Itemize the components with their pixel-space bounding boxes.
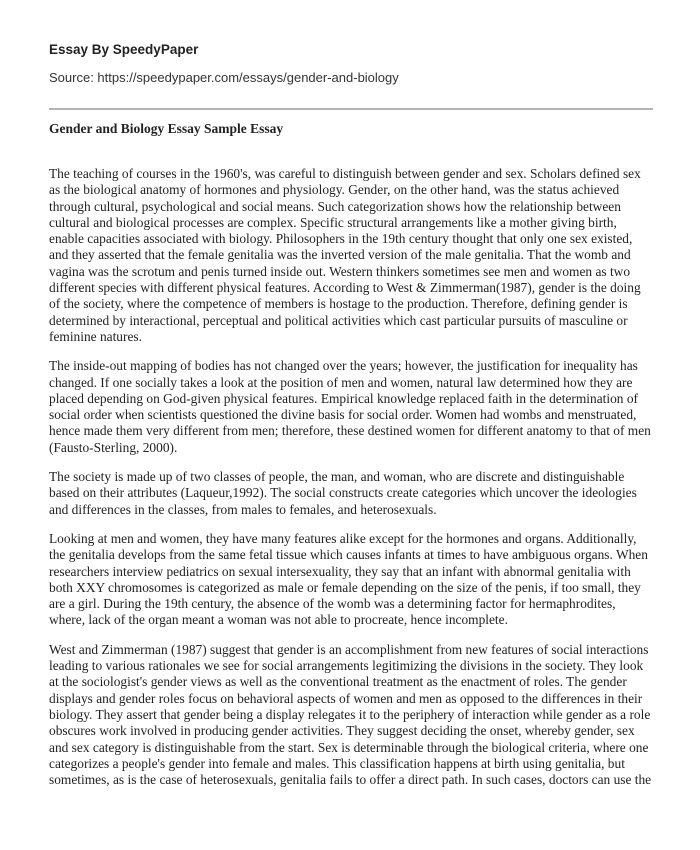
essay-title: Gender and Biology Essay Sample Essay bbox=[49, 121, 284, 136]
paragraph: The teaching of courses in the 1960's, was careful to distinguish between gender and sex. Scholars defined sex as the biological anatomy of hormones and physiology. Gender, on the other hand, was the status achieved through cultural, psychological and social means. Such categorization shows how the relationship between cultural and biological processes are complex. Specific structural arrangements like a mother giving birth, enable capacities associated with biology. Philosophers in the 19th century thought that only one sex existed, and they asserted that the female genitalia was the inverted version of the male genitalia. That the womb and vagina was the scrotum and penis turned inside out. Western thinkers sometimes see men and women as two different species with different physical features. According to West & Zimmerman(1987), gender is the doing of the society, where the competence of members is hostage to the production. Therefore, defining gender is determined by interactional, perceptual and political activities which cast particular pursuits of masculine or feminine natures. bbox=[49, 166, 641, 344]
paragraph: The inside-out mapping of bodies has not changed over the years; however, the justification for inequality has changed. If one socially takes a look at the position of men and women, natural law determined how they are placed depending on God-given physical features. Empirical knowledge replaced faith in the determination of social order when scientists questioned the divine basis for social order. Women had wombs and menstruated, hence made them very different from men; therefore, these destined women for different anatomy to that of men (Fausto-Sterling, 2000). bbox=[49, 358, 651, 455]
document-page bbox=[49, 0, 653, 850]
site-title: Essay By SpeedyPaper bbox=[49, 42, 199, 57]
paragraph: West and Zimmerman (1987) suggest that gender is an accomplishment from new features of social interactions leading to various rationales we see for social arrangements legitimizing the divisions in the society. They look at the sociologist's gender views as well as the conventional treatment as the enactment of roles. The gender displays and gender roles focus on behavioral aspects of women and men as opposed to the differences in their biology. They assert that gender being a display relegates it to the periphery of interaction while gender as a role obscures work involved in producing gender activities. They suggest deciding the onset, whereby gender, sex and sex category is distinguishable from the start. Sex is determinable through the biological criteria, where one categorizes a people's gender into female and males. This classification happens at birth using genitalia, but sometimes, as is the case of heterosexuals, genitalia fails to offer a direct path. In such cases, doctors can use the bbox=[49, 641, 652, 788]
essay-body bbox=[49, 166, 653, 801]
paragraph: Looking at men and women, they have many features alike except for the hormones and organs. Additionally, the genitalia develops from the same fetal tissue which causes infants at times to have ambiguous organs. When researchers interview pediatrics on sexual intersexuality, they say that an infant with abnormal genitalia with both XXY chromosomes is categorized as male or female depending on the size of the penis, if too small, they are a girl. During the 19th century, the absence of the womb was a determining factor for hermaphrodites, where, lack of the organ meant a woman was not able to procreate, hence incomplete. bbox=[49, 530, 648, 628]
header-divider bbox=[49, 108, 653, 110]
source-line: Source: https://speedypaper.com/essays/gender-and-biology bbox=[49, 70, 399, 85]
paragraph: The society is made up of two classes of people, the man, and woman, who are discrete and distinguishable based on their attributes (Laqueur,1992). The social constructs create categories which uncover the ideologies and differences in the classes, from males to females, and heterosexuals. bbox=[49, 469, 637, 517]
